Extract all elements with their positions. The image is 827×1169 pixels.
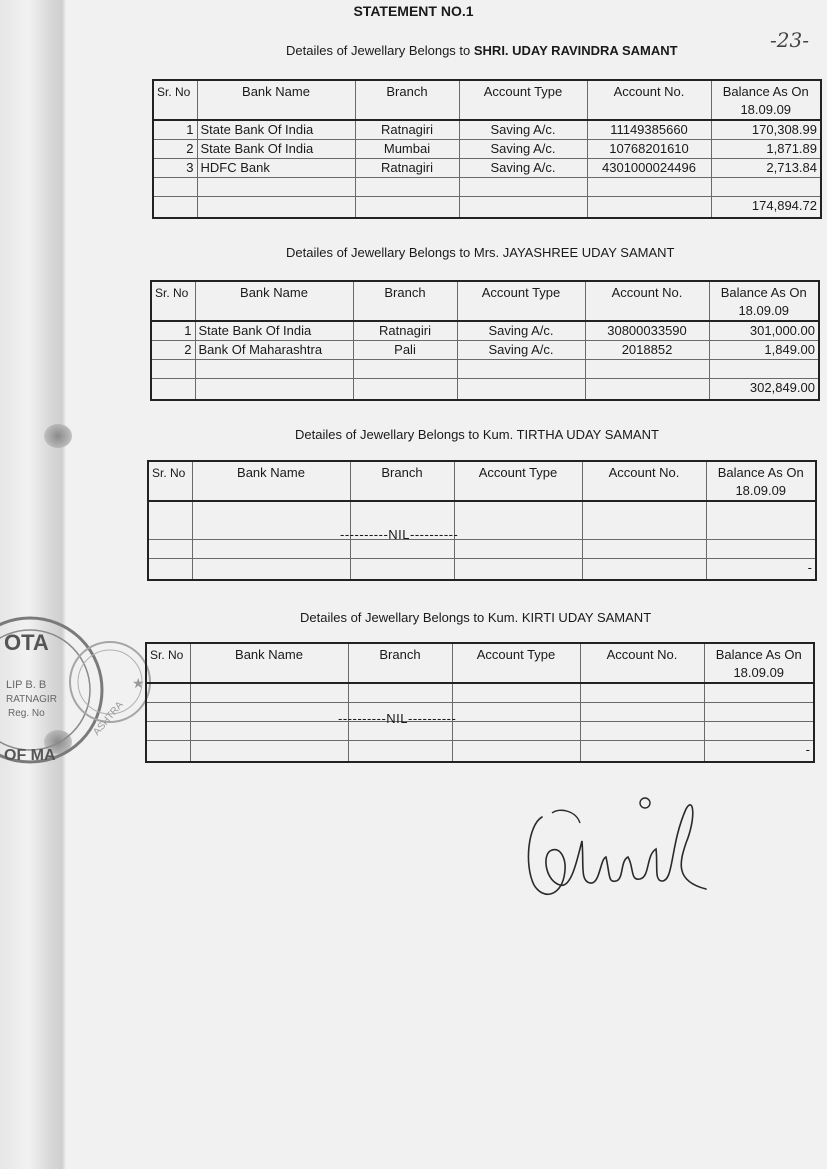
- cell-account: 10768201610: [587, 140, 711, 159]
- table-header-row: [153, 80, 821, 120]
- table-row-empty: [146, 703, 814, 722]
- cell-total: -: [704, 741, 814, 763]
- col-sr-no: Sr. No: [148, 461, 192, 501]
- table-header-row: [146, 643, 814, 683]
- col-branch: Branch: [348, 643, 452, 683]
- table-row-empty: [148, 501, 816, 539]
- page-number: -23-: [770, 28, 809, 52]
- col-balance: Balance As On 18.09.09: [706, 461, 816, 501]
- accounts-table-4: [145, 642, 815, 763]
- table-row: [151, 341, 819, 360]
- table-total-row: [151, 379, 819, 401]
- svg-text:ASHTRA: ASHTRA: [91, 699, 126, 738]
- col-bank-name: Bank Name: [195, 281, 353, 321]
- col-bank-name: Bank Name: [190, 643, 348, 683]
- cell-account: 2018852: [585, 341, 709, 360]
- cell-branch: Ratnagiri: [355, 120, 459, 140]
- col-account-no: Account No.: [580, 643, 704, 683]
- cell-total: -: [706, 558, 816, 580]
- section-heading-1: Detailes of Jewellary Belongs to SHRI. UDAY RAVINDRA SAMANT: [286, 43, 678, 58]
- cell-balance: 301,000.00: [709, 321, 819, 341]
- cell-sr: 2: [153, 140, 197, 159]
- cell-branch: Ratnagiri: [353, 321, 457, 341]
- svg-text:RATNAGIR: RATNAGIR: [6, 694, 57, 705]
- svg-text:LIP B. B: LIP B. B: [6, 679, 47, 691]
- statement-title: STATEMENT NO.1: [353, 3, 474, 19]
- col-sr-no: Sr. No: [151, 281, 195, 321]
- page-fold: [62, 0, 66, 1169]
- punch-hole-top: [44, 424, 72, 448]
- col-branch: Branch: [353, 281, 457, 321]
- col-bank-name: Bank Name: [192, 461, 350, 501]
- binding-strip: [0, 0, 62, 1169]
- section-heading-2: Detailes of Jewellary Belongs to Mrs. JAYASHREE UDAY SAMANT: [286, 245, 675, 260]
- cell-branch: Pali: [353, 341, 457, 360]
- table-row: [151, 321, 819, 341]
- cell-bank: State Bank Of India: [197, 140, 355, 159]
- col-bank-name: Bank Name: [197, 80, 355, 120]
- cell-type: Saving A/c.: [459, 120, 587, 140]
- col-account-type: Account Type: [457, 281, 585, 321]
- table-row-empty: [151, 360, 819, 379]
- cell-account: 4301000024496: [587, 159, 711, 178]
- col-sr-no: Sr. No: [146, 643, 190, 683]
- handwritten-signature: [520, 785, 710, 905]
- accounts-table-3: [147, 460, 817, 581]
- col-branch: Branch: [350, 461, 454, 501]
- cell-bank: State Bank Of India: [197, 120, 355, 140]
- cell-sr: 1: [153, 120, 197, 140]
- table-row: [153, 120, 821, 140]
- cell-sr: 2: [151, 341, 195, 360]
- table-total-row: [148, 558, 816, 580]
- cell-balance: 170,308.99: [711, 120, 821, 140]
- cell-total: 174,894.72: [711, 197, 821, 219]
- table-row: [153, 159, 821, 178]
- table-row: [153, 140, 821, 159]
- cell-type: Saving A/c.: [459, 159, 587, 178]
- cell-branch: Mumbai: [355, 140, 459, 159]
- nil-text-3: ----------NIL----------: [340, 527, 459, 542]
- svg-text:OTA: OTA: [4, 630, 49, 655]
- col-sr-no: Sr. No: [153, 80, 197, 120]
- svg-text:Reg. No: Reg. No: [8, 708, 45, 719]
- col-balance: Balance As On 18.09.09: [709, 281, 819, 321]
- section-heading-3: Detailes of Jewellary Belongs to Kum. TIRTHA UDAY SAMANT: [295, 427, 659, 442]
- col-balance: Balance As On 18.09.09: [711, 80, 821, 120]
- svg-text:★: ★: [132, 676, 145, 692]
- col-account-no: Account No.: [582, 461, 706, 501]
- cell-bank: HDFC Bank: [197, 159, 355, 178]
- table-row-empty: [153, 178, 821, 197]
- col-account-no: Account No.: [585, 281, 709, 321]
- notary-stamp: [0, 610, 160, 770]
- nil-text-4: ----------NIL----------: [338, 711, 457, 726]
- table-header-row: [151, 281, 819, 321]
- accounts-table-1: [152, 79, 822, 219]
- cell-type: Saving A/c.: [457, 341, 585, 360]
- col-account-type: Account Type: [454, 461, 582, 501]
- table-row-empty: [146, 722, 814, 741]
- cell-total: 302,849.00: [709, 379, 819, 401]
- cell-sr: 3: [153, 159, 197, 178]
- cell-bank: Bank Of Maharashtra: [195, 341, 353, 360]
- cell-balance: 1,849.00: [709, 341, 819, 360]
- cell-balance: 1,871.89: [711, 140, 821, 159]
- section-heading-4: Detailes of Jewellary Belongs to Kum. KIRTI UDAY SAMANT: [300, 610, 652, 625]
- table-row-empty: [146, 683, 814, 703]
- svg-text:OF MA: OF MA: [4, 747, 56, 764]
- col-account-type: Account Type: [452, 643, 580, 683]
- cell-account: 11149385660: [587, 120, 711, 140]
- cell-sr: 1: [151, 321, 195, 341]
- col-account-type: Account Type: [459, 80, 587, 120]
- cell-branch: Ratnagiri: [355, 159, 459, 178]
- cell-account: 30800033590: [585, 321, 709, 341]
- table-header-row: [148, 461, 816, 501]
- col-account-no: Account No.: [587, 80, 711, 120]
- table-total-row: [146, 741, 814, 763]
- table-total-row: [153, 197, 821, 219]
- cell-type: Saving A/c.: [459, 140, 587, 159]
- col-balance: Balance As On 18.09.09: [704, 643, 814, 683]
- cell-bank: State Bank Of India: [195, 321, 353, 341]
- cell-balance: 2,713.84: [711, 159, 821, 178]
- cell-type: Saving A/c.: [457, 321, 585, 341]
- table-row-empty: [148, 539, 816, 558]
- accounts-table-2: [150, 280, 820, 401]
- col-branch: Branch: [355, 80, 459, 120]
